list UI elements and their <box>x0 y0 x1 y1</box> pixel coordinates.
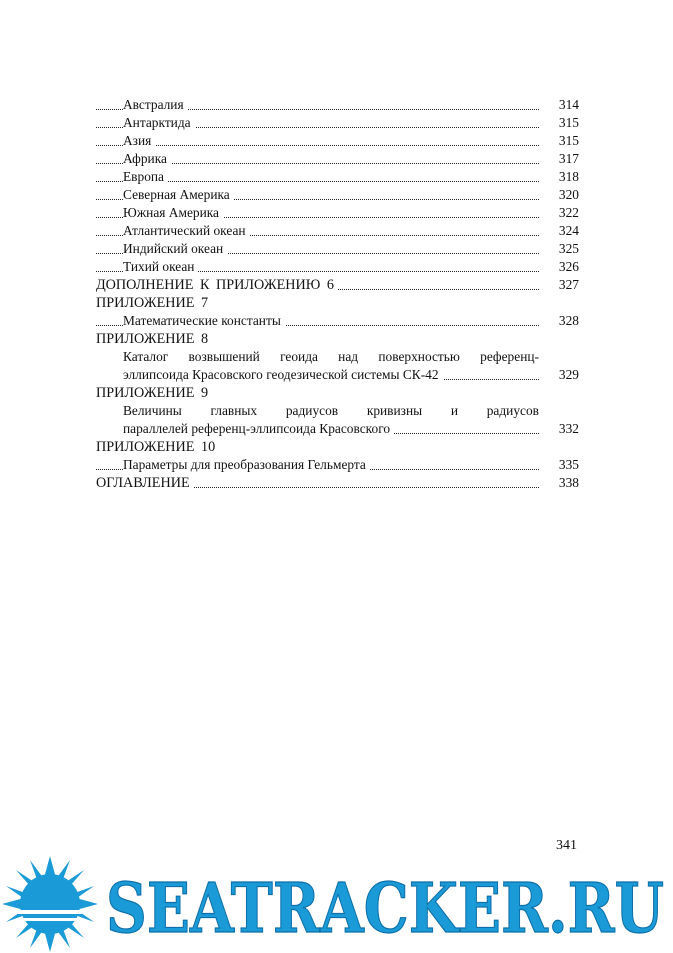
toc-entry-page: 328 <box>558 313 579 328</box>
toc-entry-label: Антарктида <box>123 115 195 130</box>
toc-entry-australia <box>96 96 579 114</box>
toc-entry-label: ДОПОЛНЕНИЕ К ПРИЛОЖЕНИЮ 6 <box>96 277 338 293</box>
toc-entry-label: Математические константы <box>123 313 285 328</box>
toc-entry-south-america <box>96 204 579 222</box>
toc-heading-app8 <box>96 330 579 348</box>
toc-entry-antarctica <box>96 114 579 132</box>
toc-entry-label: Атлантический океан <box>123 223 250 238</box>
table-of-contents <box>96 96 579 492</box>
toc-entry-math-constants <box>96 312 579 330</box>
toc-entry-page: 318 <box>558 169 579 184</box>
toc-entry-page: 315 <box>558 115 579 130</box>
seatracker-watermark <box>0 852 673 953</box>
toc-entry-addendum <box>96 276 579 294</box>
toc-heading-app7 <box>96 294 579 312</box>
toc-entry-geoid-catalog <box>96 348 579 384</box>
toc-entry-page: 317 <box>558 151 579 166</box>
watermark-text: SEATRACKER.RU <box>106 869 664 949</box>
toc-entry-page: 322 <box>558 205 579 220</box>
page-number: 341 <box>556 838 577 853</box>
toc-entry-label: Азия <box>123 133 155 148</box>
toc-entry-line1: Величины главных радиусов кривизны и радиусов <box>123 403 539 418</box>
toc-entry-page: 338 <box>558 475 579 490</box>
toc-entry-label: Южная Америка <box>123 205 223 220</box>
toc-entry-label: Индийский океан <box>123 241 227 256</box>
toc-entry-page: 335 <box>558 457 579 472</box>
toc-entry-pacific-ocean <box>96 258 579 276</box>
toc-entry-contents <box>96 474 579 492</box>
toc-entry-page: 314 <box>558 97 579 112</box>
toc-entry-page: 329 <box>558 367 579 382</box>
toc-entry-label: Австралия <box>123 97 188 112</box>
toc-entry-label: Европа <box>123 169 168 184</box>
toc-entry-atlantic-ocean <box>96 222 579 240</box>
toc-entry-label: ОГЛАВЛЕНИЕ <box>96 475 194 491</box>
toc-entry-africa <box>96 150 579 168</box>
toc-entry-curvature-radii <box>96 402 579 438</box>
toc-heading-app10 <box>96 438 579 456</box>
toc-entry-label: Параметры для преобразования Гельмерта <box>123 457 370 472</box>
toc-entry-north-america <box>96 186 579 204</box>
appendix-heading: ПРИЛОЖЕНИЕ 7 <box>96 295 209 311</box>
appendix-heading: ПРИЛОЖЕНИЕ 9 <box>96 385 209 401</box>
continent-list <box>96 96 579 276</box>
sun-logo-icon <box>2 856 98 952</box>
appendix-heading: ПРИЛОЖЕНИЕ 10 <box>96 439 216 455</box>
toc-entry-europe <box>96 168 579 186</box>
toc-entry-indian-ocean <box>96 240 579 258</box>
toc-entry-label: Северная Америка <box>123 187 234 202</box>
toc-entry-page: 326 <box>558 259 579 274</box>
appendix-heading: ПРИЛОЖЕНИЕ 8 <box>96 331 209 347</box>
toc-heading-app9 <box>96 384 579 402</box>
toc-entry-page: 332 <box>558 421 579 436</box>
toc-entry-page: 327 <box>558 277 579 292</box>
toc-entry-page: 315 <box>558 133 579 148</box>
toc-entry-page: 324 <box>558 223 579 238</box>
toc-entry-helmert-params <box>96 456 579 474</box>
toc-entry-line1: Каталог возвышений геоида над поверхностью референц- <box>123 349 539 364</box>
toc-entry-line2: эллипсоида Красовского геодезической системы СК-42 <box>123 367 443 382</box>
toc-entry-label: Тихий океан <box>123 259 198 274</box>
toc-entry-page: 325 <box>558 241 579 256</box>
toc-entry-label: Африка <box>123 151 171 166</box>
toc-entry-page: 320 <box>558 187 579 202</box>
toc-entry-line2: параллелей референц-эллипсоида Красовского <box>123 421 394 436</box>
toc-entry-asia <box>96 132 579 150</box>
